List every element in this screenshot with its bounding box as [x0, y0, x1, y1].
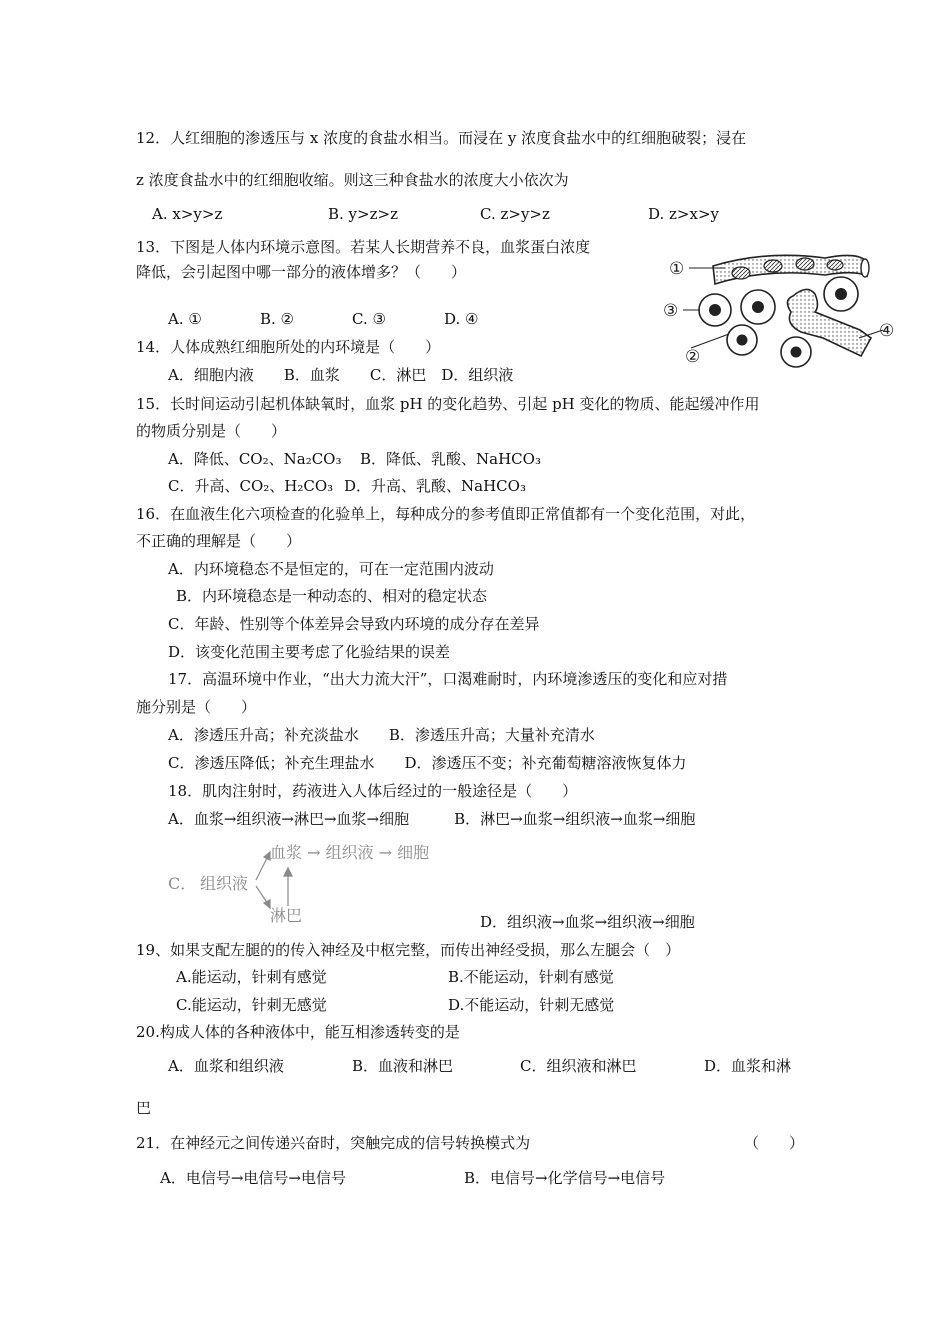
q14-options: A．细胞内液 B．血浆 C．淋巴 D．组织液 — [168, 366, 514, 384]
q21-stem: 21．在神经元之间传递兴奋时，突触完成的信号转换模式为 — [136, 1134, 531, 1152]
q20-option-b: B．血液和淋巴 — [352, 1057, 454, 1075]
q15-stem-line2: 的物质分别是（ ） — [136, 422, 287, 440]
q13-option-c: C. ③ — [352, 310, 386, 328]
q20-option-a: A．血浆和组织液 — [168, 1057, 284, 1075]
q15-option-c: C．升高、CO₂、H₂CO₃ — [168, 477, 334, 495]
q13-option-d: D. ④ — [444, 310, 479, 328]
q18-options-ab: A．血浆→组织液→淋巴→血浆→细胞 B．淋巴→血浆→组织液→血浆→细胞 — [168, 810, 696, 828]
q20-option-d-wrap: 巴 — [136, 1099, 152, 1117]
q21-option-a: A．电信号→电信号→电信号 — [160, 1169, 346, 1187]
figure-label-3: ③ — [663, 301, 679, 321]
q18-option-d: D．组织液→血浆→组织液→细胞 — [480, 913, 695, 931]
q13-stem-line2: 降低，会引起图中哪一部分的液体增多？（ ） — [136, 263, 467, 281]
q18-stem: 18．肌肉注射时，药液进入人体后经过的一般途径是（ ） — [168, 782, 578, 800]
internal-environment-diagram — [655, 238, 905, 373]
q14-stem: 14．人体成熟红细胞所处的内环境是（ ） — [136, 338, 441, 356]
q15-option-d: D．升高、乳酸、NaHCO₃ — [344, 477, 526, 495]
q16-stem-line1: 16．在血液生化六项检查的化验单上，每种成分的参考值即正常值都有一个变化范围，对此， — [136, 505, 756, 523]
q13-option-a: A. ① — [168, 310, 202, 328]
q17-stem-line2: 施分别是（ ） — [136, 698, 257, 716]
red-blood-cell — [796, 258, 814, 270]
q18-option-c-start: 组织液 — [200, 874, 249, 893]
q12-option-d: D. z>x>y — [648, 205, 720, 223]
q12-option-c: C. z>y>z — [480, 205, 550, 223]
q15-option-b: B．降低、乳酸、NaHCO₃ — [360, 450, 541, 468]
q18-option-c-arrows — [250, 850, 310, 910]
q19-stem: 19、如果支配左腿的的传入神经及中枢完整，而传出神经受损，那么左腿会（ ） — [136, 941, 681, 959]
q18-option-c-prefix: C． — [168, 874, 197, 893]
q20-stem: 20.构成人体的各种液体中，能互相渗透转变的是 — [136, 1023, 460, 1041]
q12-option-b: B. y>z>z — [328, 205, 398, 223]
q21-answer-blank: （ ） — [744, 1134, 805, 1152]
q19-option-a: A.能运动，针刺有感觉 — [176, 968, 327, 986]
q12-stem-line1: 12．人红细胞的渗透压与 x 浓度的食盐水相当。而浸在 y 浓度食盐水中的红细胞破裂；浸在 — [136, 129, 747, 147]
q20-option-d: D．血浆和淋 — [704, 1057, 792, 1075]
figure-label-1: ① — [669, 259, 685, 279]
q15-option-a: A．降低、CO₂、Na₂CO₃ — [168, 450, 342, 468]
q12-option-a: A. x>y>z — [152, 205, 223, 223]
q18-option-c-bottom: 淋巴 — [270, 906, 303, 925]
q17-stem-line1: 17．高温环境中作业，“出大力流大汗”，口渴难耐时，内环境渗透压的变化和应对措 — [168, 670, 728, 688]
red-blood-cell — [732, 267, 750, 279]
figure-label-2: ② — [685, 347, 701, 367]
q19-option-d: D.不能运动，针刺无感觉 — [448, 996, 615, 1014]
q17-options-ab: A．渗透压升高；补充淡盐水 B．渗透压升高；大量补充清水 — [168, 726, 595, 744]
q13-stem-line1: 13．下图是人体内环境示意图。若某人长期营养不良，血浆蛋白浓度 — [136, 238, 591, 256]
red-blood-cell — [827, 260, 843, 270]
red-blood-cell — [764, 260, 782, 272]
q18-option-c-top-path: 血浆 → 组织液 → 细胞 — [270, 843, 430, 862]
q16-stem-line2: 不正确的理解是（ ） — [136, 532, 302, 550]
q20-option-c: C．组织液和淋巴 — [520, 1057, 637, 1075]
q16-option-d: D．该变化范围主要考虑了化验结果的误差 — [168, 643, 451, 661]
q19-option-c: C.能运动，针刺无感觉 — [176, 996, 327, 1014]
q16-option-c: C．年龄、性别等个体差异会导致内环境的成分存在差异 — [168, 615, 540, 633]
q13-option-b: B. ② — [260, 310, 295, 328]
q15-stem-line1: 15．长时间运动引起机体缺氧时，血浆 pH 的变化趋势、引起 pH 变化的物质、能起缓冲作用 — [136, 395, 760, 413]
q17-options-cd: C．渗透压降低；补充生理盐水 D．渗透压不变；补充葡萄糖溶液恢复体力 — [168, 754, 687, 772]
q16-option-a: A．内环境稳态不是恒定的，可在一定范围内波动 — [168, 560, 494, 578]
q19-option-b: B.不能运动，针刺有感觉 — [448, 968, 614, 986]
figure-label-4: ④ — [879, 321, 895, 341]
q12-stem-line2: z 浓度食盐水中的红细胞收缩。则这三种食盐水的浓度大小依次为 — [136, 171, 569, 189]
q16-option-b: B．内环境稳态是一种动态的、相对的稳定状态 — [176, 587, 488, 605]
q21-option-b: B．电信号→化学信号→电信号 — [464, 1169, 666, 1187]
